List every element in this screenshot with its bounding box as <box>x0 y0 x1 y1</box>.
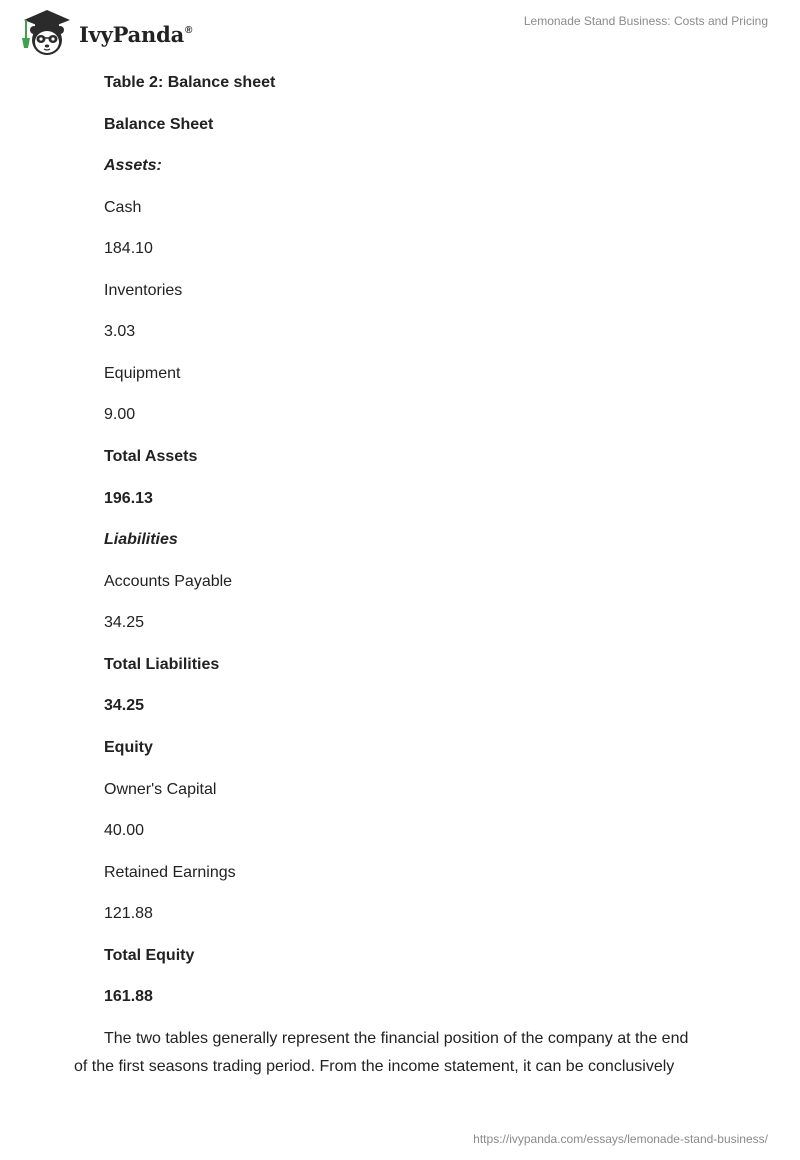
ivypanda-logo[interactable] <box>16 8 192 58</box>
total-assets-label: Total Assets <box>104 448 198 465</box>
paragraph-line-1: The two tables generally represent the financial position of the company at the end <box>104 1030 689 1047</box>
document-title: Lemonade Stand Business: Costs and Pricing <box>523 14 768 28</box>
total-liabilities-label: Total Liabilities <box>104 656 220 673</box>
body-paragraph <box>74 1025 734 1081</box>
total-liabilities-value: 34.25 <box>104 697 145 714</box>
equipment-value: 9.00 <box>104 406 136 423</box>
panda-graduate-icon <box>16 8 74 58</box>
cash-label: Cash <box>104 199 142 216</box>
retained-earnings-value: 121.88 <box>104 905 153 922</box>
accounts-payable-label: Accounts Payable <box>104 573 233 590</box>
owners-capital-label: Owner's Capital <box>104 781 217 798</box>
registered-mark: ® <box>185 24 193 36</box>
table-heading: Balance Sheet <box>104 116 214 133</box>
paragraph-line-2: of the first seasons trading period. From the income statement, it can be conclusively <box>74 1058 675 1075</box>
accounts-payable-value: 34.25 <box>104 614 145 631</box>
inventories-label: Inventories <box>104 282 183 299</box>
retained-earnings-label: Retained Earnings <box>104 864 236 881</box>
total-assets-value: 196.13 <box>104 490 153 507</box>
total-equity-label: Total Equity <box>104 947 195 964</box>
liabilities-label: Liabilities <box>104 531 178 548</box>
page-header <box>0 0 800 64</box>
equity-label: Equity <box>104 739 153 756</box>
assets-label: Assets: <box>104 157 162 174</box>
total-equity-value: 161.88 <box>104 988 153 1005</box>
cash-value: 184.10 <box>104 240 153 257</box>
equipment-label: Equipment <box>104 365 181 382</box>
source-url[interactable]: https://ivypanda.com/essays/lemonade-stand-business/ <box>473 1132 768 1146</box>
inventories-value: 3.03 <box>104 323 136 340</box>
table-caption: Table 2: Balance sheet <box>104 74 276 91</box>
owners-capital-value: 40.00 <box>104 822 145 839</box>
brand-name: IvyPanda® <box>79 21 193 47</box>
